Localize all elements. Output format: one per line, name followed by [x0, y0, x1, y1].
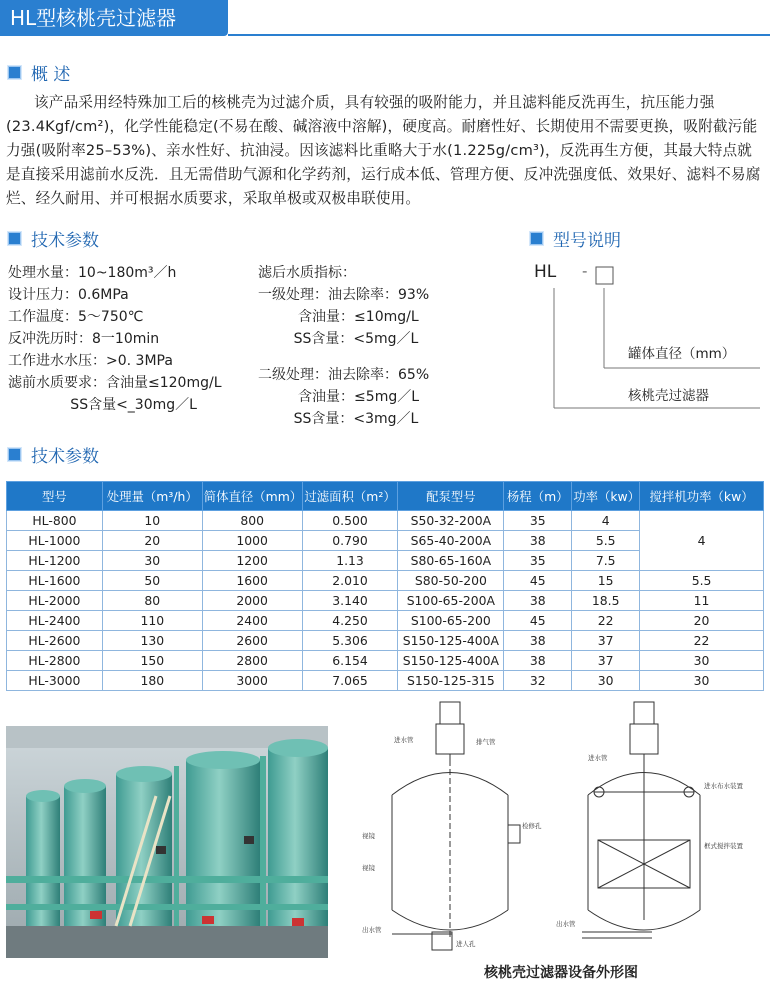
col-header: 杨程（m） [504, 482, 572, 511]
table-cell: 38 [504, 651, 572, 671]
table-cell: 30 [102, 551, 202, 571]
spec-table [6, 481, 764, 691]
table-cell: 130 [102, 631, 202, 651]
table-cell: 1200 [202, 551, 302, 571]
table-cell: 180 [102, 671, 202, 691]
table-cell: S65-40-200A [398, 531, 504, 551]
table-cell: S50-32-200A [398, 511, 504, 531]
table-cell: 5.5 [640, 571, 764, 591]
table-cell: 45 [504, 571, 572, 591]
label-diameter: 罐体直径（mm） [628, 346, 736, 362]
table-cell: 2000 [202, 591, 302, 611]
table-cell: HL-3000 [7, 671, 103, 691]
table-cell: HL-1600 [7, 571, 103, 591]
table-cell: 11 [640, 591, 764, 611]
table-cell: 2600 [202, 631, 302, 651]
table-row [7, 631, 764, 651]
table-cell: 37 [572, 651, 640, 671]
table-cell: 35 [504, 551, 572, 571]
table-cell: 0.790 [302, 531, 398, 551]
param-line: SS含量：<3mg／L [258, 411, 419, 427]
table-cell: S100-65-200 [398, 611, 504, 631]
table-cell: 20 [102, 531, 202, 551]
table-cell: 80 [102, 591, 202, 611]
table-cell: 35 [504, 511, 572, 531]
drawing-label: 进人孔 [456, 940, 476, 948]
table-cell: 30 [640, 671, 764, 691]
equipment-drawing-lines [352, 700, 770, 960]
table-cell: 15 [572, 571, 640, 591]
col-header: 功率（kw） [572, 482, 640, 511]
table-cell: 50 [102, 571, 202, 591]
table-cell: 10 [102, 511, 202, 531]
table-cell: 20 [640, 611, 764, 631]
model-sep: - [582, 262, 588, 280]
table-cell: 22 [640, 631, 764, 651]
table-cell: S80-65-160A [398, 551, 504, 571]
table-cell: 3.140 [302, 591, 398, 611]
drawing-caption: 核桃壳过滤器设备外形图 [484, 965, 638, 981]
table-cell: 2800 [202, 651, 302, 671]
table-header-row [7, 482, 764, 511]
table-cell: 7.5 [572, 551, 640, 571]
model-code: HL [534, 262, 557, 282]
model-heading: 型号说明 [530, 226, 621, 251]
table-cell: 30 [640, 651, 764, 671]
table-cell: 38 [504, 531, 572, 551]
page-title: HL型核桃壳过滤器 [0, 0, 228, 36]
table-cell-merged: 4 [640, 511, 764, 571]
bullet-square-icon [8, 232, 21, 245]
drawing-label: 检修孔 [522, 822, 542, 830]
col-header: 处理量（m³/h） [102, 482, 202, 511]
table-cell: 3000 [202, 671, 302, 691]
param-line: SS含量：<5mg／L [258, 331, 419, 347]
table-cell: 45 [504, 611, 572, 631]
table-cell: 800 [202, 511, 302, 531]
col-header: 简体直径（mm） [202, 482, 302, 511]
table-row [7, 591, 764, 611]
table-cell: 1600 [202, 571, 302, 591]
drawing-label: 视镜 [362, 864, 375, 872]
col-header: 搅拌机功率（kw） [640, 482, 764, 511]
table-cell: 38 [504, 631, 572, 651]
table-cell: HL-1200 [7, 551, 103, 571]
param-line: 二级处理：油去除率：65% [258, 367, 430, 383]
table-cell: 2400 [202, 611, 302, 631]
table-cell: 4 [572, 511, 640, 531]
table-cell: 32 [504, 671, 572, 691]
table-cell: HL-800 [7, 511, 103, 531]
param-line: 含油量：≤10mg/L [258, 309, 419, 325]
table-cell: HL-2600 [7, 631, 103, 651]
table-cell: 7.065 [302, 671, 398, 691]
table-cell: 1.13 [302, 551, 398, 571]
title-rule [228, 34, 770, 36]
params-left [8, 262, 222, 416]
param-right-heading: 滤后水质指标： [258, 265, 356, 281]
param-line: 反冲洗历时：8一10min [8, 331, 160, 347]
table-cell: HL-2000 [7, 591, 103, 611]
tech-heading: 技术参数 [8, 226, 99, 251]
overview-heading: 概 述 [8, 60, 70, 85]
param-line: 设计压力：0.6MPa [8, 287, 129, 303]
plant-photo [6, 726, 328, 958]
model-diagram [520, 258, 770, 418]
table-cell: S150-125-315 [398, 671, 504, 691]
table-cell: S150-125-400A [398, 631, 504, 651]
param-line: 滤前水质要求：含油量≤120mg/L [8, 375, 222, 391]
table-row [7, 571, 764, 591]
table-row [7, 611, 764, 631]
table-cell: 110 [102, 611, 202, 631]
table-cell: S150-125-400A [398, 651, 504, 671]
table-row [7, 511, 764, 531]
table-cell: 5.5 [572, 531, 640, 551]
equipment-drawing [352, 700, 770, 960]
params-right [258, 262, 429, 430]
table-row [7, 671, 764, 691]
col-header: 配泵型号 [398, 482, 504, 511]
drawing-label: 出水管 [362, 926, 382, 934]
col-header: 过滤面积（m²） [302, 482, 398, 511]
drawing-label: 视镜 [362, 832, 375, 840]
drawing-label: 进水管 [588, 754, 608, 762]
table-cell: 37 [572, 631, 640, 651]
param-line: 含油量：≤5mg／L [258, 389, 420, 405]
table-cell: 5.306 [302, 631, 398, 651]
bullet-square-icon [8, 66, 21, 79]
table-cell: 150 [102, 651, 202, 671]
drawing-label: 进水布水装置 [704, 782, 743, 790]
table-row [7, 651, 764, 671]
param-line: SS含量<_30mg／L [8, 397, 197, 413]
table-cell: S100-65-200A [398, 591, 504, 611]
drawing-label: 框式搅拌装置 [704, 842, 743, 850]
table-cell: 30 [572, 671, 640, 691]
param-line: 处理水量：10~180m³／h [8, 265, 177, 281]
bullet-square-icon [530, 232, 543, 245]
param-line: 一级处理：油去除率：93% [258, 287, 430, 303]
table-cell: 4.250 [302, 611, 398, 631]
drawing-label: 排气管 [476, 738, 496, 746]
table-cell: 0.500 [302, 511, 398, 531]
table-cell: 22 [572, 611, 640, 631]
table-cell: 1000 [202, 531, 302, 551]
col-header: 型号 [7, 482, 103, 511]
table-cell: HL-2800 [7, 651, 103, 671]
label-type: 核桃壳过滤器 [628, 388, 709, 404]
table-cell: 38 [504, 591, 572, 611]
table-cell: HL-1000 [7, 531, 103, 551]
table-cell: S80-50-200 [398, 571, 504, 591]
table-cell: 18.5 [572, 591, 640, 611]
drawing-label: 出水管 [556, 920, 576, 928]
table-cell: 6.154 [302, 651, 398, 671]
table-heading: 技术参数 [8, 442, 99, 467]
plant-photo-illustration [6, 726, 328, 958]
param-line: 工作进水水压：>0. 3MPa [8, 353, 173, 369]
drawing-label: 进水管 [394, 736, 414, 744]
param-line: 工作温度：5～750℃ [8, 309, 144, 325]
overview-text: 该产品采用经特殊加工后的核桃壳为过滤介质，具有较强的吸附能力，并且滤料能反洗再生，抗压能力强(23.4Kgf/cm²)，化学性能稳定(不易在酸、碱溶液中溶解)，硬度高。耐磨性好、长期使用不需要更换，吸附截污能力强(吸附率25–53%)、亲水性好、抗油浸。因该滤料比重略大于水(1.225g/cm³)，反洗再生方便，其最大特点就是直接采用滤前水反洗．且无需借助气源和化学药剂，运行成本低、管理方便、反冲洗强度低、效果好、滤料不易腐烂、经久耐用、并可根据水质要求，采取单极或双极串联使用。 [6, 94, 761, 207]
bullet-square-icon [8, 448, 21, 461]
table-cell: HL-2400 [7, 611, 103, 631]
table-cell: 2.010 [302, 571, 398, 591]
